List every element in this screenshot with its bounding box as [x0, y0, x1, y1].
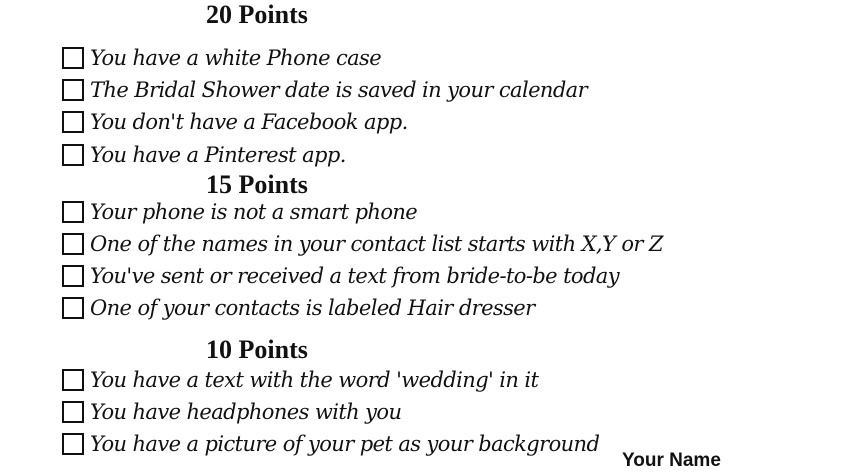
checklist-item-label: You have a Pinterest app. [90, 143, 346, 167]
checklist-item-label: You have a text with the word 'wedding' in it [90, 368, 539, 392]
checkbox[interactable] [62, 401, 84, 423]
checklist-item-no-facebook-app [62, 108, 408, 136]
checklist-item-pinterest-app [62, 141, 346, 169]
checklist-item-headphones [62, 398, 401, 426]
checkbox[interactable] [62, 79, 84, 101]
section-heading-15-points: 15 Points [206, 170, 308, 199]
section-heading-20-points: 20 Points [206, 0, 308, 29]
section-heading-10-points: 10 Points [206, 335, 308, 364]
checklist-item-label: The Bridal Shower date is saved in your calendar [90, 78, 588, 102]
checkbox[interactable] [62, 201, 84, 223]
checkbox[interactable] [62, 47, 84, 69]
checklist-item-text-from-bride [62, 262, 619, 290]
checkbox[interactable] [62, 111, 84, 133]
checkbox[interactable] [62, 233, 84, 255]
your-name-label: Your Name [622, 450, 721, 471]
checklist-item-not-smart-phone [62, 198, 417, 226]
checkbox[interactable] [62, 433, 84, 455]
checkbox[interactable] [62, 369, 84, 391]
checklist-item-label: You have headphones with you [90, 400, 402, 424]
checklist-item-label: You've sent or received a text from bride-to-be today [90, 264, 619, 288]
checklist-item-label: You have a white Phone case [90, 46, 382, 70]
checklist-item-bridal-shower-date [62, 76, 587, 104]
checkbox[interactable] [62, 144, 84, 166]
checklist-item-pet-background [62, 430, 599, 458]
checklist-item-label: One of your contacts is labeled Hair dresser [90, 296, 535, 320]
checkbox[interactable] [62, 297, 84, 319]
checklist-item-contact-xyz [62, 230, 663, 258]
checkbox[interactable] [62, 265, 84, 287]
checklist-item-hair-dresser-contact [62, 294, 535, 322]
checklist-item-label: One of the names in your contact list starts with X,Y or Z [90, 232, 663, 256]
checklist-item-white-phone-case [62, 44, 381, 72]
checklist-item-label: Your phone is not a smart phone [90, 200, 418, 224]
checklist-item-label: You have a picture of your pet as your background [90, 432, 600, 456]
checklist-item-wedding-text [62, 366, 538, 394]
checklist-item-label: You don't have a Facebook app. [90, 110, 408, 134]
